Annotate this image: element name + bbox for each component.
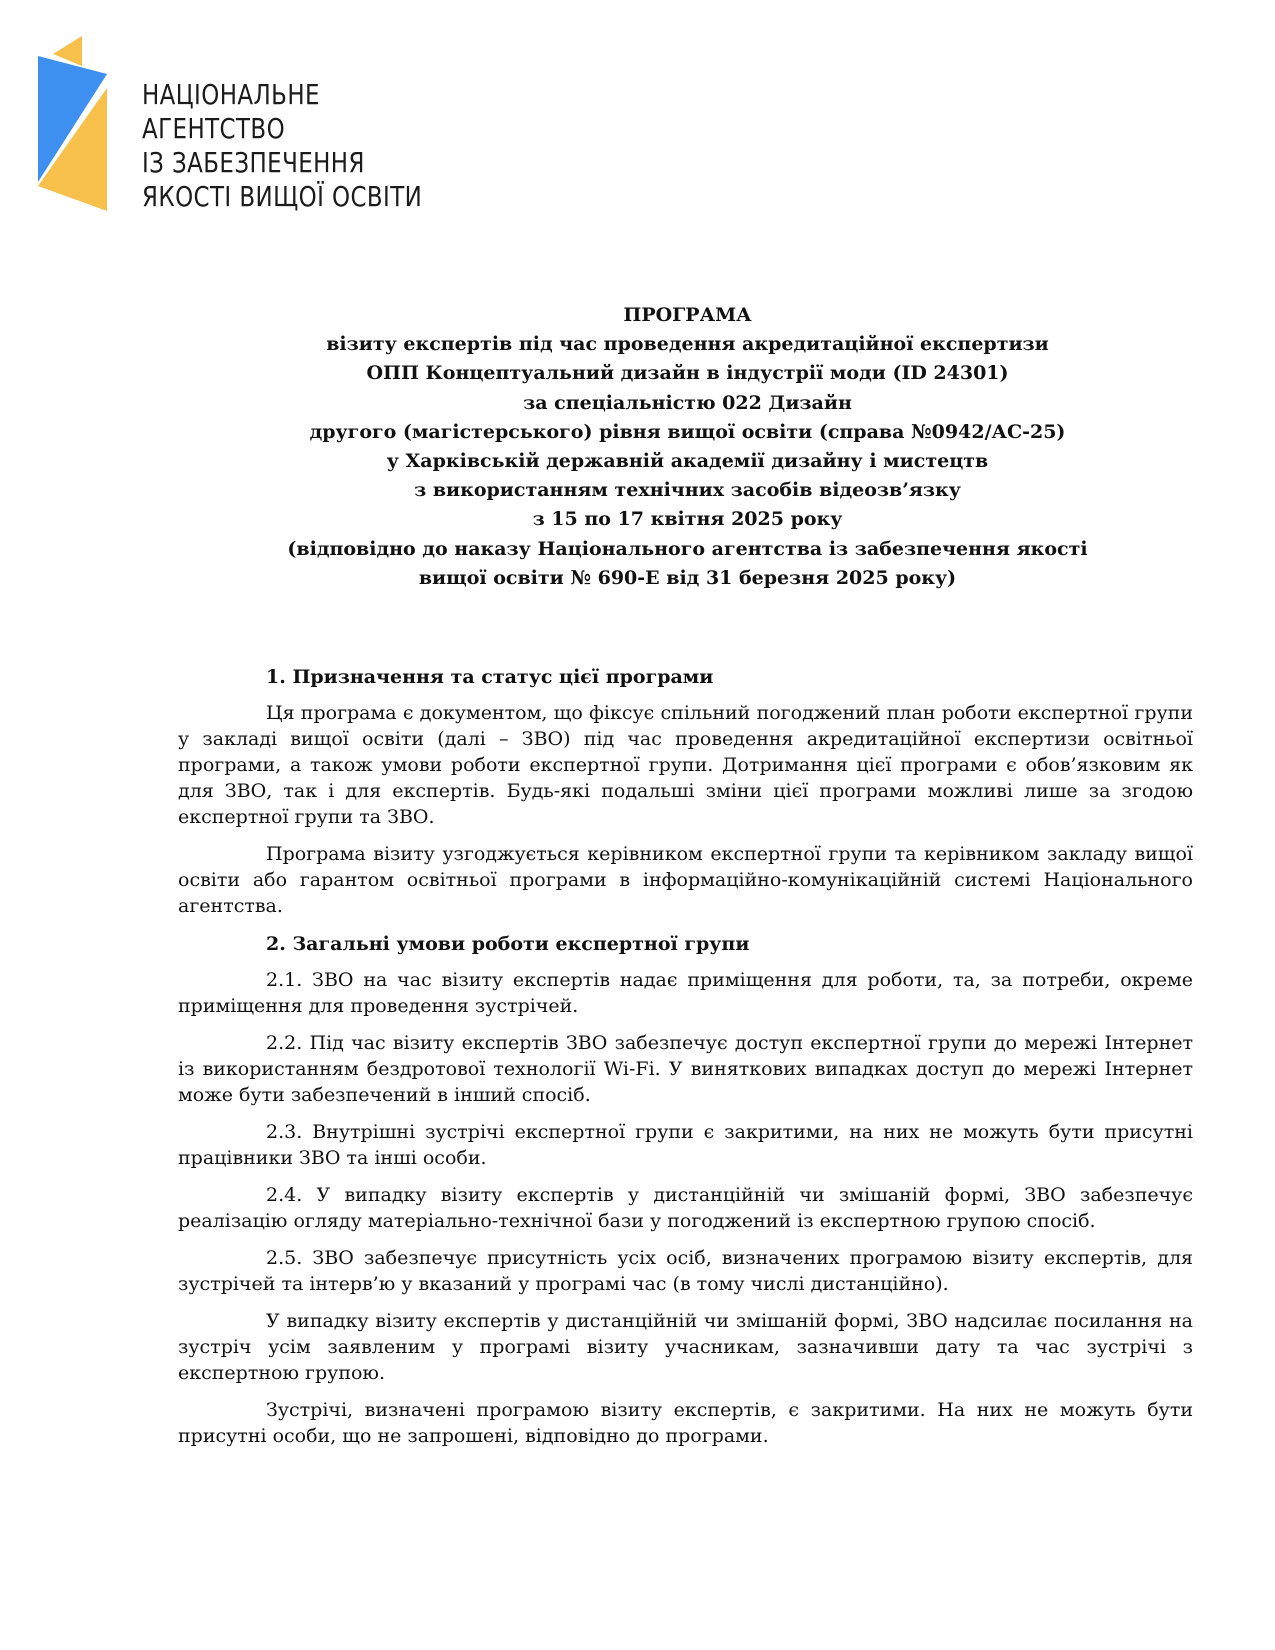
section-2-paragraph-3: 2.3. Внутрішні зустрічі експертної групи є закритими, на них не можуть бути присутні працівники ЗВО та інші особи. bbox=[178, 1121, 1193, 1169]
title-line-9: (відповідно до наказу Національного агентства із забезпечення якості bbox=[287, 537, 1088, 560]
section-2-paragraph-5: 2.5. ЗВО забезпечує присутність усіх осіб, визначених програмою візиту експертів, для зустрічей та інтерв’ю у вказаний у програмі час (в тому числі дистанційно). bbox=[178, 1247, 1193, 1295]
document-title bbox=[180, 301, 1195, 593]
section-2-paragraph-1: 2.1. ЗВО на час візиту експертів надає приміщення для роботи, та, за потреби, окреме приміщення для проведення зустрічей. bbox=[178, 969, 1193, 1017]
section-1-paragraph-2: Програма візиту узгоджується керівником експертної групи та керівником закладу вищої освіти або гарантом освітньої програми в інформаційно-комунікаційній системі Національного агентства. bbox=[178, 843, 1193, 917]
section-2-paragraph-6: У випадку візиту експертів у дистанційній чи змішаній формі, ЗВО надсилає посилання на зустріч усім заявленим у програмі візиту учасникам, зазначивши дату та час зустрічі з експертною групою. bbox=[178, 1310, 1193, 1384]
title-line-7: з використанням технічних засобів відеозв’язку bbox=[414, 479, 961, 502]
title-line-1: ПРОГРАМА bbox=[623, 304, 752, 326]
logo-text-line-1: НАЦІОНАЛЬНЕ bbox=[142, 78, 320, 111]
agency-logo bbox=[36, 36, 436, 226]
logo-text-line-3: ІЗ ЗАБЕЗПЕЧЕННЯ bbox=[142, 146, 365, 179]
title-line-5: другого (магістерського) рівня вищої освіти (справа №0942/АС-25) bbox=[309, 420, 1066, 443]
logo-text-line-4: ЯКОСТІ ВИЩОЇ ОСВІТИ bbox=[142, 180, 423, 213]
document-body bbox=[178, 664, 1193, 1449]
title-line-4: за спеціальністю 022 Дизайн bbox=[523, 391, 852, 414]
logo-text-line-2: АГЕНТСТВО bbox=[142, 112, 286, 145]
section-2-paragraph-2: 2.2. Під час візиту експертів ЗВО забезпечує доступ експертної групи до мережі Інтернет із використанням бездротової технології Wi-Fi. У виняткових випадках доступ до мережі Інтернет може бути забезпечений в інший спосіб. bbox=[178, 1032, 1193, 1106]
section-1-heading: 1. Призначення та статус цієї програми bbox=[266, 666, 714, 688]
section-2-paragraph-4: 2.4. У випадку візиту експертів у дистанційній чи змішаній формі, ЗВО забезпечує реалізацію огляду матеріально-технічної бази у погоджений із експертною групою спосіб. bbox=[178, 1184, 1193, 1232]
title-line-8: з 15 по 17 квітня 2025 року bbox=[532, 508, 843, 531]
section-2-paragraph-7: Зустрічі, визначені програмою візиту експертів, є закритими. На них не можуть бути присутні особи, що не запрошені, відповідно до програми. bbox=[178, 1399, 1193, 1447]
section-1-paragraph-1: Ця програма є документом, що фіксує спільний погоджений план роботи експертної групи у закладі вищої освіти (далі – ЗВО) під час проведення акредитаційної експертизи освітньої програми, а також умови роботи експертної групи. Дотримання цієї програми є обов’язковим як для ЗВО, так і для експертів. Будь-які подальші зміни цієї програми можливі лише за згодою експертної групи та ЗВО. bbox=[178, 702, 1193, 828]
title-line-6: у Харківській державній академії дизайну і мистецтв bbox=[386, 450, 989, 473]
title-line-2: візиту експертів під час проведення акредитаційної експертизи bbox=[326, 333, 1049, 356]
logo-mark-icon bbox=[36, 36, 116, 226]
title-line-3: ОПП Концептуальний дизайн в індустрії моди (ID 24301) bbox=[366, 362, 1009, 385]
title-line-10: вищої освіти № 690-Е від 31 березня 2025 року) bbox=[418, 566, 957, 589]
section-2-heading: 2. Загальні умови роботи експертної групи bbox=[266, 933, 750, 955]
logo-text bbox=[142, 78, 422, 214]
